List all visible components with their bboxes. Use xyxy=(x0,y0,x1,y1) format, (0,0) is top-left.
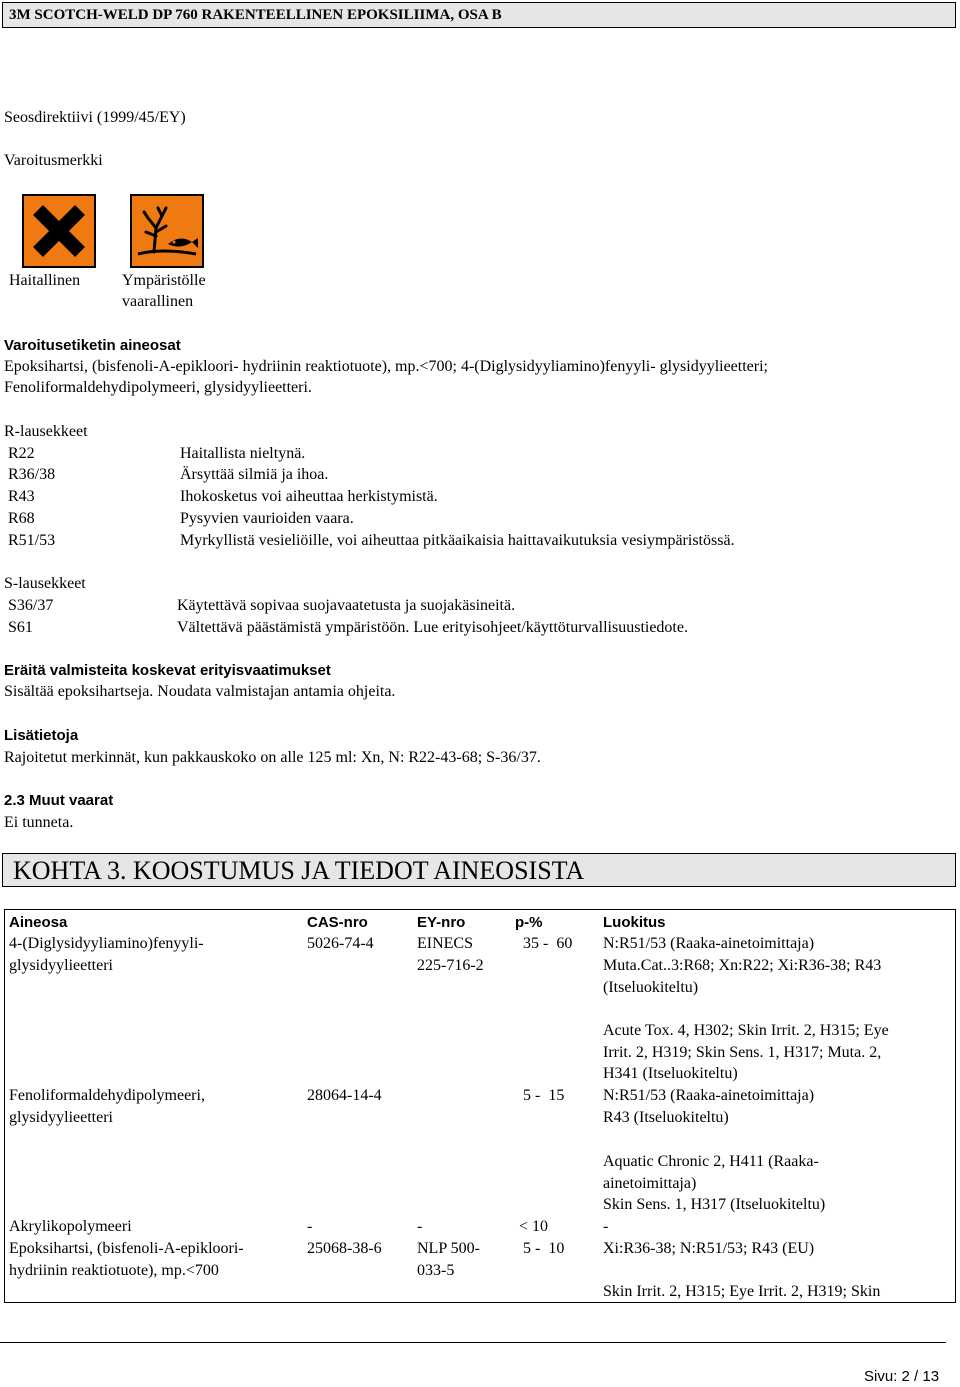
r-phrase-text: Ihokosketus voi aiheuttaa herkistymistä. xyxy=(180,488,438,505)
table-cell-classification: Aquatic Chronic 2, H411 (Raaka- xyxy=(603,1153,819,1170)
additional-info-text: Rajoitetut merkinnät, kun pakkauskoko on alle 125 ml: Xn, N: R22-43-68; S-36/37. xyxy=(4,749,541,766)
harmful-label: Haitallinen xyxy=(9,272,81,289)
composition-table xyxy=(4,909,956,1303)
warning-symbols-heading: Varoitusmerkki xyxy=(4,152,103,169)
other-hazards-text: Ei tunneta. xyxy=(4,814,74,831)
table-cell-classification: Acute Tox. 4, H302; Skin Irrit. 2, H315; Eye xyxy=(603,1022,889,1039)
table-cell-substance: Fenoliformaldehydipolymeeri, xyxy=(9,1087,205,1104)
harmful-x-icon xyxy=(22,194,96,268)
s-phrases-heading: S-lausekkeet xyxy=(4,575,86,592)
table-cell-ec: 033-5 xyxy=(417,1262,455,1279)
label-ingredients-line1: Epoksihartsi, (bisfenoli-A-epikloori- hydriinin reaktiotuote), mp.<700; 4-(Diglysidyyliamino)fenyyli- glysidyylieetteri; xyxy=(4,358,768,375)
s-phrase-text: Vältettävä päästämistä ympäristöön. Lue erityisohjeet/käyttöturvallisuustiedote. xyxy=(177,619,688,636)
s-phrase-code: S61 xyxy=(8,619,33,636)
page-separator: / xyxy=(914,1368,919,1385)
table-cell-classification: Skin Sens. 1, H317 (Itseluokiteltu) xyxy=(603,1196,826,1213)
r-phrase-text: Ärsyttää silmiä ja ihoa. xyxy=(180,466,329,483)
r-phrase-text: Pysyvien vaurioiden vaara. xyxy=(180,510,354,527)
other-hazards-heading: 2.3 Muut vaarat xyxy=(4,792,114,809)
r-phrases-heading: R-lausekkeet xyxy=(4,423,88,440)
table-cell-ec: 225-716-2 xyxy=(417,957,484,974)
r-phrase-code: R22 xyxy=(8,445,35,462)
environment-hazard-icon xyxy=(130,194,204,268)
directive-heading: Seosdirektiivi (1999/45/EY) xyxy=(4,109,186,126)
table-cell-percent: 5 - 10 xyxy=(523,1240,565,1257)
special-provisions-heading: Eräitä valmisteita koskevat erityisvaatimukset xyxy=(4,662,331,679)
page-total: 13 xyxy=(922,1368,940,1385)
page-label: Sivu: xyxy=(864,1368,898,1385)
r-phrase-code: R51/53 xyxy=(8,532,56,549)
r-phrase-code: R43 xyxy=(8,488,35,505)
environment-label-line2: vaarallinen xyxy=(122,293,194,310)
table-cell-substance: hydriinin reaktiotuote), mp.<700 xyxy=(9,1262,219,1279)
r-phrase-text: Haitallista nieltynä. xyxy=(180,445,306,462)
s-phrase-code: S36/37 xyxy=(8,597,54,614)
section3-title: KOHTA 3. KOOSTUMUS JA TIEDOT AINEOSISTA xyxy=(13,856,585,885)
table-cell-classification: N:R51/53 (Raaka-ainetoimittaja) xyxy=(603,935,815,952)
col-header-ec: EY-nro xyxy=(417,914,466,931)
s-phrase-text: Käytettävä sopivaa suojavaatetusta ja suojakäsineitä. xyxy=(177,597,516,614)
table-cell-classification: H341 (Itseluokiteltu) xyxy=(603,1065,738,1082)
table-cell-classification: N:R51/53 (Raaka-ainetoimittaja) xyxy=(603,1087,815,1104)
section3-header xyxy=(2,853,956,887)
table-cell-classification: Irrit. 2, H319; Skin Sens. 1, H317; Muta. 2, xyxy=(603,1044,882,1061)
environment-label-line1: Ympäristölle xyxy=(122,272,206,289)
table-cell-substance: Akrylikopolymeeri xyxy=(9,1218,132,1235)
table-cell-substance: glysidyylieetteri xyxy=(9,1109,113,1126)
table-cell-ec: NLP 500- xyxy=(417,1240,480,1257)
r-phrase-code: R36/38 xyxy=(8,466,56,483)
table-cell-cas: 28064-14-4 xyxy=(307,1087,382,1104)
table-cell-ec: - xyxy=(417,1218,423,1235)
special-provisions-text: Sisältää epoksihartseja. Noudata valmistajan antamia ohjeita. xyxy=(4,683,396,700)
table-cell-cas: 5026-74-4 xyxy=(307,935,374,952)
table-cell-cas: 25068-38-6 xyxy=(307,1240,382,1257)
col-header-cas: CAS-nro xyxy=(307,914,368,931)
table-cell-classification: Skin Irrit. 2, H315; Eye Irrit. 2, H319; Skin xyxy=(603,1283,881,1300)
r-phrase-text: Myrkyllistä vesieliöille, voi aiheuttaa pitkäaikaisia haittavaikutuksia vesiympäristössä. xyxy=(180,532,735,549)
col-header-percent: p-% xyxy=(515,914,543,931)
table-cell-classification: (Itseluokiteltu) xyxy=(603,979,699,996)
table-cell-classification: ainetoimittaja) xyxy=(603,1175,697,1192)
table-cell-cas: - xyxy=(307,1218,313,1235)
table-cell-ec: EINECS xyxy=(417,935,473,952)
label-ingredients-heading: Varoitusetiketin aineosat xyxy=(4,337,181,354)
table-cell-substance: 4-(Diglysidyyliamino)fenyyli- xyxy=(9,935,204,952)
document-header xyxy=(2,2,956,28)
label-ingredients-line2: Fenoliformaldehydipolymeeri, glysidyylieetteri. xyxy=(4,379,312,396)
col-header-classification: Luokitus xyxy=(603,914,666,931)
table-cell-substance: glysidyylieetteri xyxy=(9,957,113,974)
table-cell-classification: - xyxy=(603,1218,609,1235)
table-cell-classification: Xi:R36-38; N:R51/53; R43 (EU) xyxy=(603,1240,815,1257)
col-header-substance: Aineosa xyxy=(9,914,68,931)
page-current: 2 xyxy=(901,1368,910,1385)
footer-divider xyxy=(0,1342,946,1343)
additional-info-heading: Lisätietoja xyxy=(4,727,79,744)
table-cell-classification: R43 (Itseluokiteltu) xyxy=(603,1109,729,1126)
page-number xyxy=(864,1367,939,1387)
document-title: 3M SCOTCH-WELD DP 760 RAKENTEELLINEN EPOKSILIIMA, OSA B xyxy=(9,7,502,23)
table-cell-substance: Epoksihartsi, (bisfenoli-A-epikloori- xyxy=(9,1240,244,1257)
table-cell-percent: < 10 xyxy=(519,1218,549,1235)
table-cell-percent: 35 - 60 xyxy=(523,935,573,952)
r-phrase-code: R68 xyxy=(8,510,35,527)
table-cell-percent: 5 - 15 xyxy=(523,1087,565,1104)
table-cell-classification: Muta.Cat..3:R68; Xn:R22; Xi:R36-38; R43 xyxy=(603,957,882,974)
